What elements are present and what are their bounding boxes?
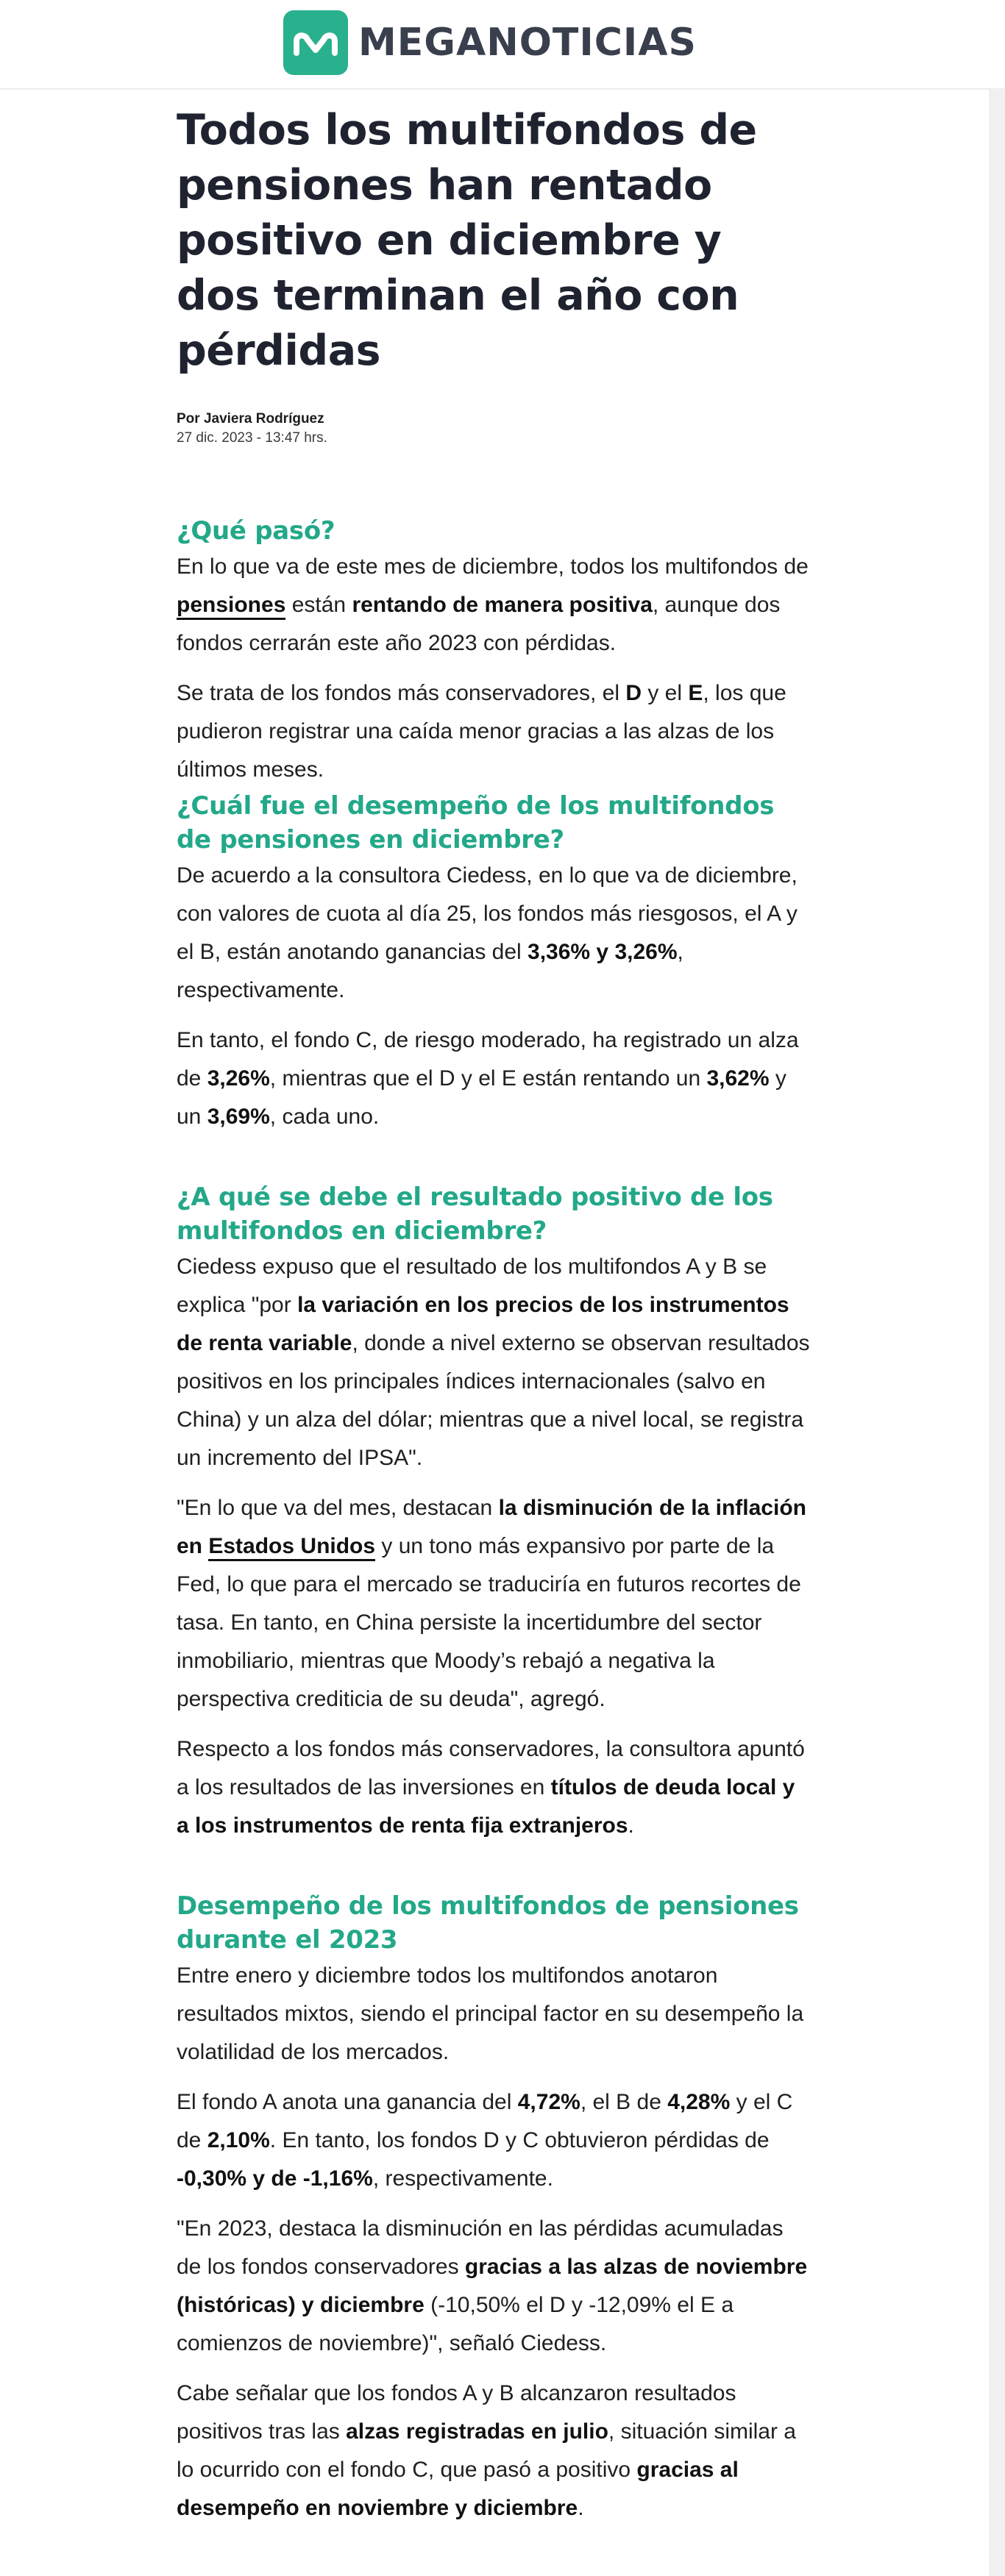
- site-logo-link[interactable]: [283, 10, 697, 75]
- paragraph: [177, 1957, 811, 2072]
- text: "En 2023, destaca la disminución en las pérdidas acumuladas de los fondos conservadores: [177, 2216, 784, 2279]
- article: [177, 103, 811, 2527]
- section-resultado-positivo: [177, 1180, 811, 1845]
- bold-text: 4,72%: [517, 2090, 580, 2114]
- article-date: 27 dic. 2023 - 13:47 hrs.: [177, 430, 327, 446]
- text: y el: [642, 681, 689, 705]
- text: "En lo que va del mes, destacan: [177, 1496, 499, 1520]
- bold-text: rentando de manera positiva: [352, 593, 653, 617]
- paragraph: [177, 1021, 811, 1136]
- text: (-10,50% el D y -12,09% el E a comienzos de noviembre)", señaló Ciedess.: [177, 2293, 734, 2355]
- paragraph: [177, 674, 811, 789]
- bold-text: la disminución de la inflación en: [177, 1496, 806, 1558]
- text: . En tanto, los fondos D y C obtuvieron pérdidas de: [269, 2128, 770, 2152]
- text: En tanto, el fondo C, de riesgo moderado, ha registrado un alza de: [177, 1028, 799, 1091]
- section-desempeno-diciembre: [177, 789, 811, 1136]
- text: y el C de: [177, 2090, 793, 2152]
- bold-text: 3,36% y 3,26%: [528, 940, 678, 964]
- text: .: [578, 2496, 584, 2520]
- text: , el B de: [580, 2090, 668, 2114]
- text: El fondo A anota una ganancia del: [177, 2090, 518, 2114]
- paragraph: [177, 1730, 811, 1845]
- text: Entre enero y diciembre todos los multifondos anotaron resultados mixtos, siendo el principal factor en su desempeño la volatilidad de los mercados.: [177, 1963, 804, 2064]
- text: Se trata de los fondos más conservadores, el: [177, 681, 626, 705]
- bold-text: 3,26%: [207, 1066, 270, 1091]
- article-title: Todos los multifondos de pensiones han rentado positivo en diciembre y dos terminan el año con pérdidas: [177, 106, 757, 375]
- text: , cada uno.: [269, 1105, 380, 1129]
- site-logo-text: MEGANOTICIAS: [358, 21, 697, 65]
- pensiones-link[interactable]: pensiones: [177, 593, 285, 620]
- text: , respectivamente.: [177, 940, 683, 1002]
- bold-text: 3,62%: [706, 1066, 770, 1091]
- paragraph: [177, 2375, 811, 2527]
- text: , aunque dos fondos cerrarán este año 2023 con pérdidas.: [177, 593, 781, 655]
- paragraph: [177, 1248, 811, 1477]
- text: Cabe señalar que los fondos A y B alcanzaron resultados positivos tras las: [177, 2381, 736, 2444]
- text: , situación similar a lo ocurrido con el fondo C, que pasó a positivo: [177, 2419, 796, 2482]
- bold-text: 2,10%: [207, 2128, 270, 2152]
- bold-text: E: [688, 681, 703, 705]
- text: De acuerdo a la consultora Ciedess, en lo que va de diciembre, con valores de cuota al día 25, los fondos más riesgosos, el A y el B, están anotando ganancias del: [177, 863, 798, 964]
- paragraph: [177, 2210, 811, 2363]
- bold-text: 3,69%: [207, 1105, 270, 1129]
- bold-text: la variación en los precios de los instrumentos de renta variable: [177, 1293, 789, 1355]
- bold-text: títulos de deuda local y a los instrumentos de renta fija extranjeros: [177, 1775, 795, 1838]
- site-header: [0, 0, 1005, 90]
- meganoticias-m-icon: [283, 10, 348, 75]
- text: , respectivamente.: [372, 2166, 553, 2191]
- text: , los que pudieron registrar una caída menor gracias a las alzas de los últimos meses.: [177, 681, 786, 782]
- bold-text: -0,30% y de -1,16%: [177, 2166, 373, 2191]
- text: y un: [177, 1066, 786, 1129]
- text: Respecto a los fondos más conservadores, la consultora apuntó a los resultados de las inversiones en: [177, 1737, 805, 1799]
- bold-text: alzas registradas en julio: [346, 2419, 608, 2444]
- paragraph: [177, 1489, 811, 1719]
- article-author[interactable]: Por Javiera Rodríguez: [177, 411, 324, 427]
- text: , donde a nivel externo se observan resultados positivos en los principales índices internacionales (salvo en China) y un alza del dólar; mientras que a nivel local, se registra un incremento del IPSA".: [177, 1331, 810, 1470]
- text: .: [628, 1813, 634, 1838]
- section-heading: Desempeño de los multifondos de pensiones durante el 2023: [177, 1891, 799, 1955]
- paragraph: [177, 2083, 811, 2198]
- section-heading: ¿Cuál fue el desempeño de los multifondos de pensiones en diciembre?: [177, 791, 775, 854]
- bold-text: D: [625, 681, 642, 705]
- bold-text: gracias a las alzas de noviembre (históricas) y diciembre: [177, 2255, 808, 2317]
- text: , mientras que el D y el E están rentando un: [269, 1066, 707, 1091]
- bold-text: 4,28%: [667, 2090, 731, 2114]
- section-desempeno-2023: [177, 1889, 811, 2527]
- section-que-paso: [177, 514, 811, 789]
- paragraph: [177, 548, 811, 663]
- text: están: [285, 593, 352, 617]
- bold-text: gracias al desempeño en noviembre y diciembre: [177, 2458, 739, 2520]
- text: y un tono más expansivo por parte de la Fed, lo que para el mercado se traduciría en futuros recortes de tasa. En tanto, en China persiste la incertidumbre del sector inmobiliario, mientras que Moody’s rebajó a negativa la perspectiva crediticia de su deuda", agregó.: [177, 1534, 801, 1711]
- estados-unidos-link[interactable]: Estados Unidos: [208, 1534, 375, 1561]
- text: Ciedess expuso que el resultado de los multifondos A y B se explica "por: [177, 1255, 767, 1317]
- section-heading: ¿Qué pasó?: [177, 516, 335, 546]
- section-heading: ¿A qué se debe el resultado positivo de los multifondos en diciembre?: [177, 1182, 773, 1246]
- page-scrollbar[interactable]: [990, 88, 1005, 2576]
- paragraph: [177, 857, 811, 1010]
- text: En lo que va de este mes de diciembre, todos los multifondos de: [177, 554, 809, 579]
